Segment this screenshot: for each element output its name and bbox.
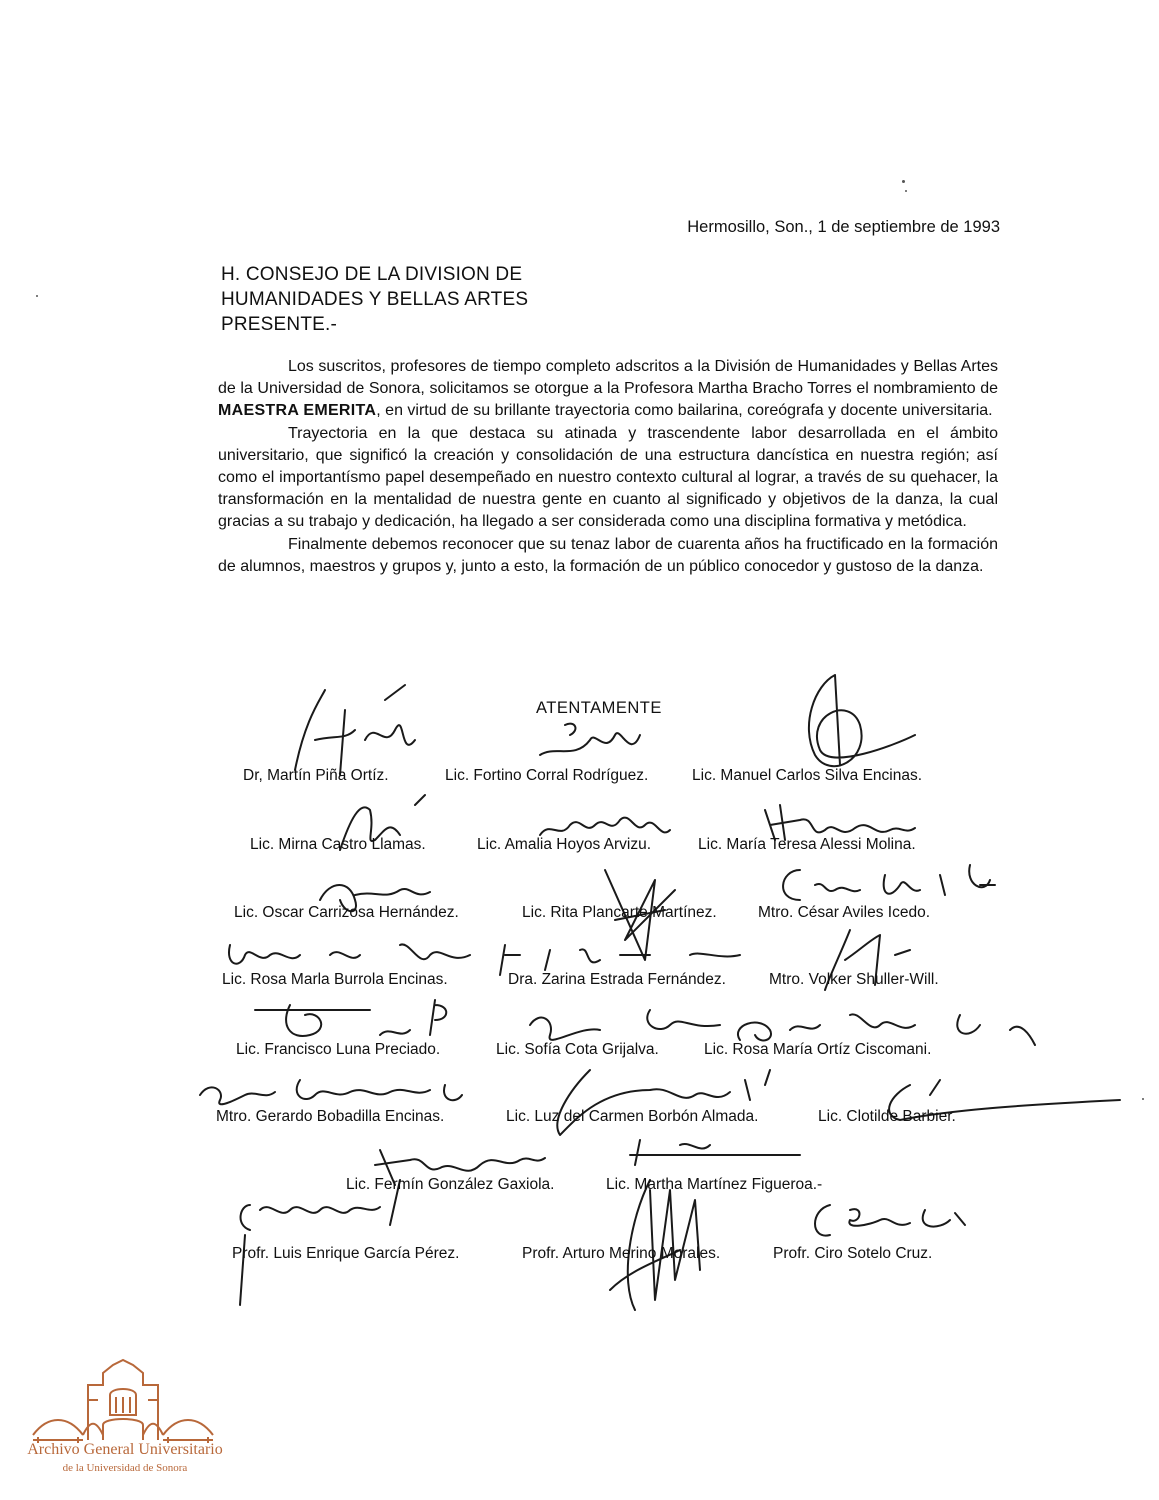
signature-scribble bbox=[870, 1075, 1130, 1135]
archive-building-icon bbox=[28, 1355, 218, 1495]
signer-name: Lic. Martha Martínez Figueroa.- bbox=[606, 1176, 823, 1193]
date-line: Hermosillo, Son., 1 de septiembre de 1993 bbox=[687, 218, 1000, 236]
emeritus-title: MAESTRA EMERITA bbox=[218, 402, 377, 420]
signer-name: Mtro. César Aviles Icedo. bbox=[758, 904, 931, 921]
signer-name: Lic. Amalia Hoyos Arvizu. bbox=[477, 836, 652, 853]
signer-name: Dra. Zarina Estrada Fernández. bbox=[508, 971, 726, 988]
signer-name: Lic. Luz del Carmen Borbón Almada. bbox=[506, 1108, 759, 1125]
signer-name: Lic. María Teresa Alessi Molina. bbox=[698, 836, 916, 853]
paragraph-conclusion: Finalmente debemos reconocer que su tenaz labor de cuarenta años ha fructificado en la formación de alumnos, maestros y grupos y, junto a esto, la formación de un público conocedor y gustoso de la danza. bbox=[218, 535, 998, 575]
scan-speck bbox=[1142, 1098, 1144, 1100]
closing-word: ATENTAMENTE bbox=[536, 699, 662, 717]
signature-scribble bbox=[800, 1195, 970, 1250]
letter-body bbox=[218, 356, 998, 578]
signature-scribble bbox=[530, 1060, 790, 1140]
signer-name: Lic. Manuel Carlos Silva Encinas. bbox=[692, 767, 923, 784]
archive-subtitle: de la Universidad de Sonora bbox=[62, 1462, 188, 1474]
signer-name: Lic. Rita Plancarte Martínez. bbox=[522, 904, 717, 921]
signer-name: Profr. Ciro Sotelo Cruz. bbox=[773, 1245, 933, 1262]
signer-name: Lic. Mirna Castro Llamas. bbox=[250, 836, 426, 853]
addressee-line: PRESENTE.- bbox=[221, 314, 338, 335]
signer-name: Mtro. Volker Shuller-Will. bbox=[769, 971, 939, 988]
addressee-line: HUMANIDADES Y BELLAS ARTES bbox=[221, 289, 529, 310]
scan-speck bbox=[905, 190, 907, 192]
signer-name: Lic. Oscar Carrizosa Hernández. bbox=[234, 904, 459, 921]
signer-name: Lic. Rosa Marla Burrola Encinas. bbox=[222, 971, 448, 988]
scan-speck bbox=[36, 295, 38, 297]
signer-name: Profr. Arturo Merino Morales. bbox=[522, 1245, 721, 1262]
addressee-block bbox=[221, 262, 528, 337]
signer-name: Lic. Francisco Luna Preciado. bbox=[236, 1041, 441, 1058]
addressee-line: H. CONSEJO DE LA DIVISION DE bbox=[221, 264, 523, 285]
signer-name: Lic. Sofía Cota Grijalva. bbox=[496, 1041, 659, 1058]
paragraph-request: Los suscritos, profesores de tiempo completo adscritos a la División de Humanidades y Bellas Artes de la Universidad de Sonora, solicitamos se otorgue a la Profesora Martha Bracho Torres el nombramiento de MAESTRA EMERITA, en virtud de su brillante trayectoria como bailarina, coreógrafa y docente universitaria. bbox=[218, 358, 998, 420]
signer-name: Mtro. Gerardo Bobadilla Encinas. bbox=[216, 1108, 445, 1125]
signer-name: Lic. Clotilde Barbier. bbox=[818, 1108, 956, 1125]
archive-name: Archivo General Universitario bbox=[27, 1441, 223, 1458]
signer-name: Lic. Fortino Corral Rodríguez. bbox=[445, 767, 649, 784]
scan-speck bbox=[902, 180, 905, 183]
paragraph-trajectory: Trayectoria en la que destaca su atinada y trascendente labor desarrollada en el ámbito universitario, que significó la creación y consolidación de una estructura dancística en nuestra región; así como el importantísmo papel desempeñado en nuestro contexto cultural al lograr, a través de su quehacer, la transformación en la mentalidad de nuestra gente en cuanto al significado y objetivos de la danza, la cual gracias a su trabajo y dedicación, ha llegado a ser considerada como una disciplina formativa y metódica. bbox=[218, 424, 998, 531]
signer-name: Dr, Martín Piña Ortíz. bbox=[243, 767, 389, 784]
signer-name: Lic. Fermín González Gaxiola. bbox=[346, 1176, 555, 1193]
signature-scribble bbox=[600, 1130, 823, 1320]
signer-name: Lic. Rosa María Ortíz Ciscomani. bbox=[704, 1041, 932, 1058]
signature-scribble bbox=[535, 715, 645, 775]
signer-name: Profr. Luis Enrique García Pérez. bbox=[232, 1245, 460, 1262]
